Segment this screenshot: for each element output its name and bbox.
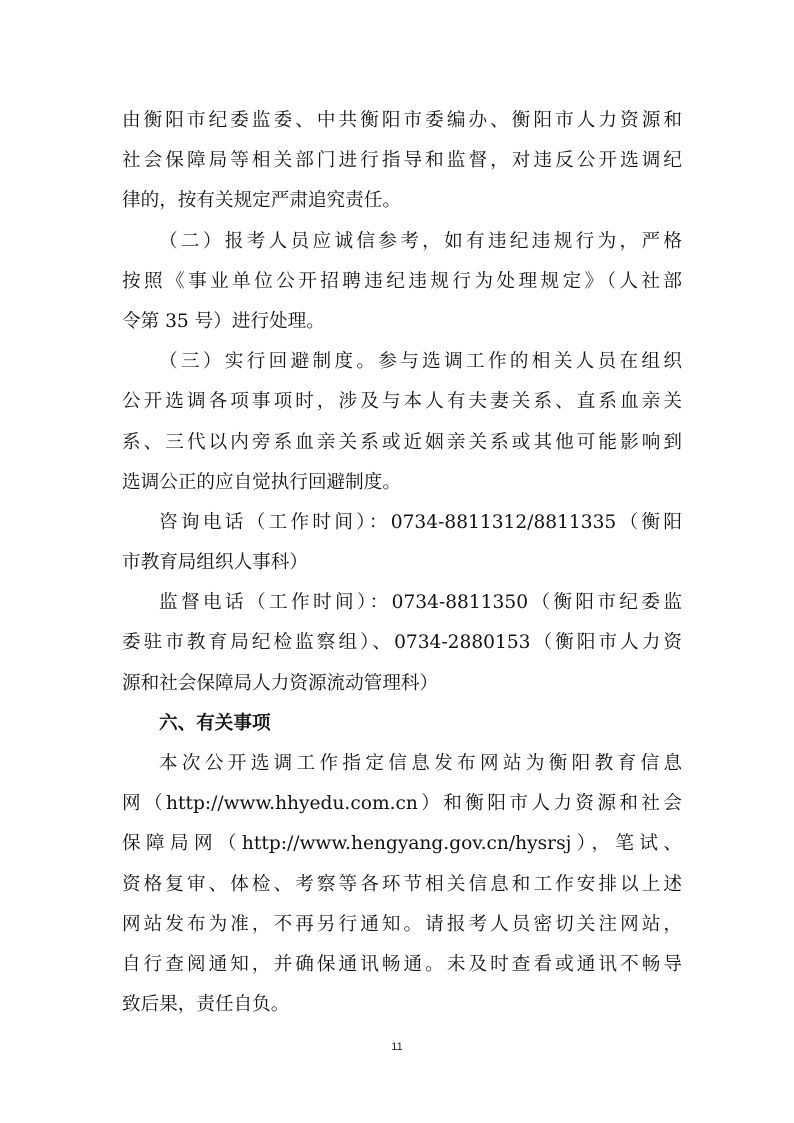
text-line: （二）报考人员应诚信参考，如有违纪违规行为，严格	[159, 230, 682, 252]
text-line: 选调公正的应自觉执行回避制度。	[122, 471, 401, 493]
text-line: 资格复审、体检、考察等各环节相关信息和工作安排以上述	[122, 873, 682, 895]
text-line: 市教育局组织人事科）	[122, 552, 308, 574]
text-line: 网站发布为准，不再另行通知。请报考人员密切关注网站，	[122, 913, 682, 935]
document-body	[122, 101, 682, 1025]
text-line: 自行查阅通知，并确保通讯畅通。未及时查看或通讯不畅导	[122, 953, 682, 975]
text-line: 社会保障局等相关部门进行指导和监督，对违反公开选调纪	[122, 150, 682, 172]
text-line: 咨询电话（工作时间）：0734-8811312/8811335（衡阳	[159, 511, 682, 533]
text-line: 源和社会保障局人力资源流动管理科）	[122, 672, 439, 694]
text-line: 由衡阳市纪委监委、中共衡阳市委编办、衡阳市人力资源和	[122, 110, 682, 131]
text-line: 本次公开选调工作指定信息发布网站为衡阳教育信息	[159, 753, 682, 774]
text-line: 律的，按有关规定严肃追究责任。	[122, 190, 401, 212]
section-heading: 六、有关事项	[159, 712, 271, 734]
text-line: 保障局网（http://www.hengyang.gov.cn/hysrsj），笔试、	[122, 833, 682, 855]
text-line: （三）实行回避制度。参与选调工作的相关人员在组织	[159, 351, 682, 373]
text-line: 监督电话（工作时间）：0734-8811350（衡阳市纪委监	[159, 592, 682, 614]
text-line: 公开选调各项事项时，涉及与本人有夫妻关系、直系血亲关	[122, 391, 682, 413]
text-line: 委驻市教育局纪检监察组）、0734-2880153（衡阳市人力资	[122, 632, 682, 654]
text-line: 系、三代以内旁系血亲关系或近姻亲关系或其他可能影响到	[122, 431, 682, 453]
text-line: 按照《事业单位公开招聘违纪违规行为处理规定》（人社部	[122, 270, 682, 292]
text-line: 令第 35 号）进行处理。	[122, 310, 325, 332]
page-number: 11	[391, 1041, 403, 1053]
text-line: 网（http://www.hhyedu.com.cn）和衡阳市人力资源和社会	[122, 793, 682, 815]
text-line: 致后果，责任自负。	[122, 994, 290, 1016]
